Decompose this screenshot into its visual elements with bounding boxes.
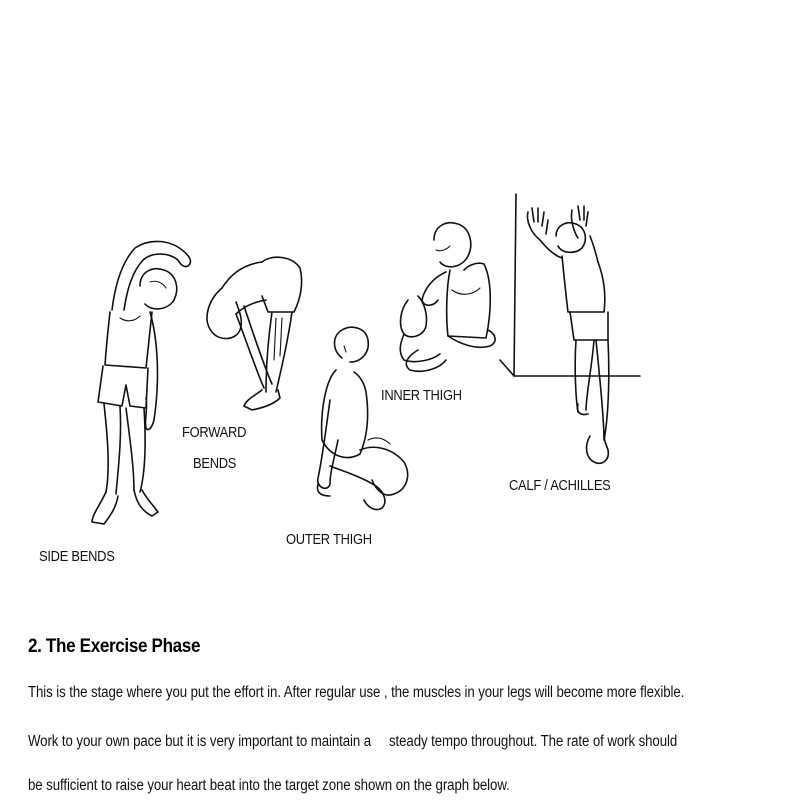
label-outer-thigh: OUTER THIGH: [286, 531, 372, 548]
paragraph-line-1: This is the stage where you put the effort in. After regular use , the muscles in your legs will become more flexible.: [28, 684, 685, 701]
label-side-bends: SIDE BENDS: [39, 548, 115, 565]
calf-achilles-figure: [500, 194, 640, 463]
paragraph-line-3: be sufficient to raise your heart beat into the target zone shown on the graph below.: [28, 777, 510, 794]
outer-thigh-figure: [318, 327, 408, 509]
section-heading: 2. The Exercise Phase: [28, 636, 201, 657]
paragraph-line-2: Work to your own pace but it is very important to maintain a steady tempo throughout. The rate of work should: [28, 733, 678, 750]
label-forward-bends-line1: FORWARD: [182, 424, 247, 441]
forward-bends-figure: [207, 257, 302, 410]
side-bends-figure: [92, 241, 190, 524]
label-forward-bends-line2: BENDS: [193, 455, 237, 472]
label-inner-thigh: INNER THIGH: [381, 387, 462, 404]
label-calf-achilles: CALF / ACHILLES: [509, 477, 611, 494]
inner-thigh-figure: [400, 223, 495, 371]
